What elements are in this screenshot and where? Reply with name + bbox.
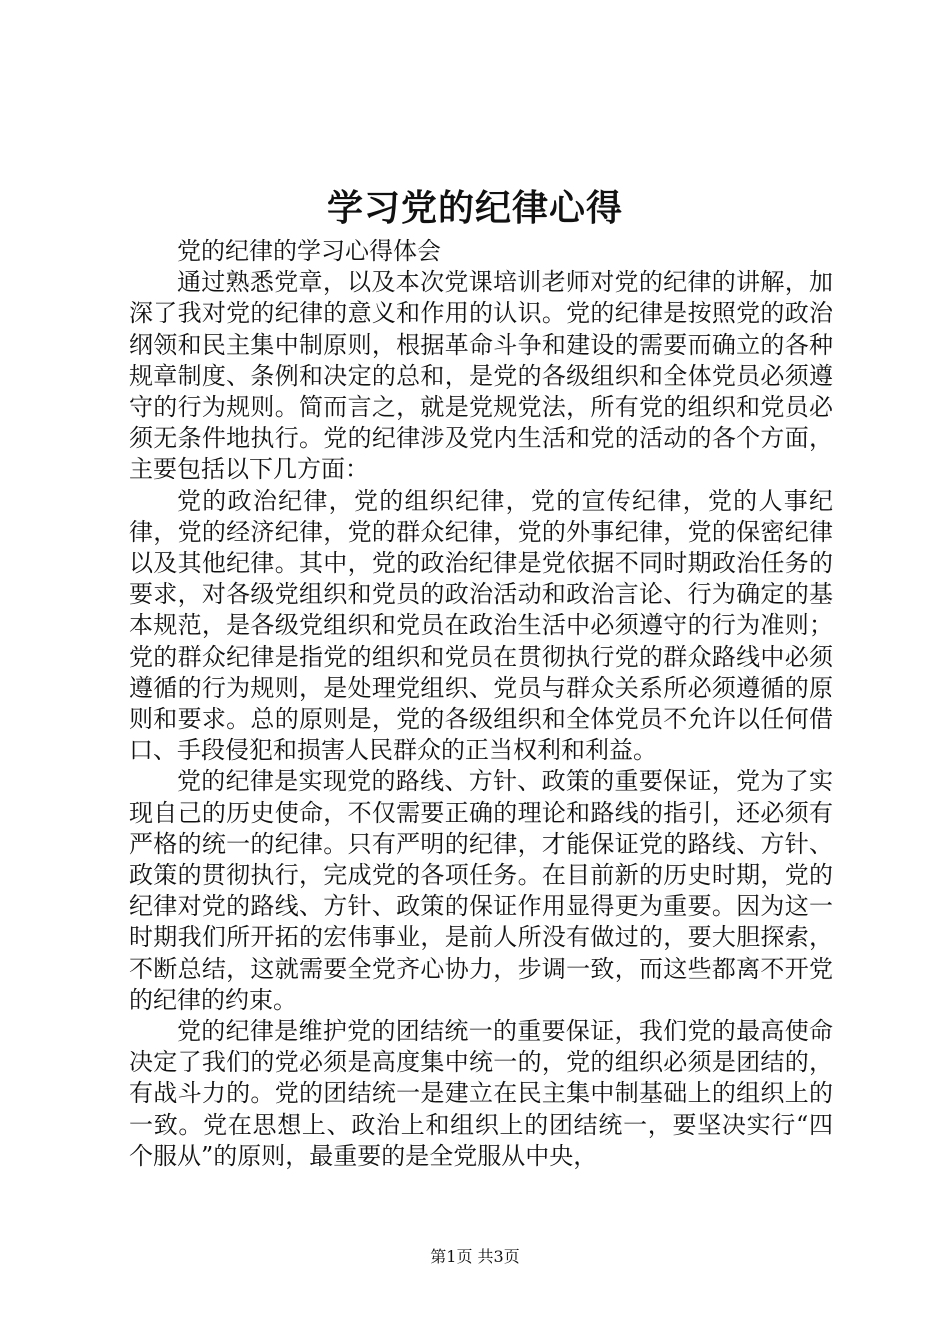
page-footer: 第1页 共3页: [430, 1247, 520, 1266]
document-title: 学习党的纪律心得: [326, 187, 623, 229]
paragraph-4: 党的纪律是维护党的团结统一的重要保证，我们党的最高使命决定了我们的党必须是高度集中统一的，党的组织必须是团结的，有战斗力的。党的团结统一是建立在民主集中制基础上的组织上的一致。党在思想上、政治上和组织上的团结统一，要坚决实行“四个服从”的原则，最重要的是全党服从中央，: [129, 1017, 833, 1170]
document-body: [129, 236, 833, 1172]
paragraph-1: 通过熟悉党章，以及本次党课培训老师对党的纪律的讲解，加深了我对党的纪律的意义和作用的认识。党的纪律是按照党的政治纲领和民主集中制原则，根据革命斗争和建设的需要而确立的各种规章制度、条例和决定的总和，是党的各级组织和全体党员必须遵守的行为规则。简而言之，就是党规党法，所有党的组织和党员必须无条件地执行。党的纪律涉及党内生活和党的活动的各个方面，主要包括以下几方面：: [129, 268, 833, 484]
document-subtitle: 党的纪律的学习心得体会: [177, 237, 441, 265]
paragraph-3: 党的纪律是实现党的路线、方针、政策的重要保证，党为了实现自己的历史使命，不仅需要正确的理论和路线的指引，还必须有严格的统一的纪律。只有严明的纪律，才能保证党的路线、方针、政策的贯彻执行，完成党的各项任务。在目前新的历史时期，党的纪律对党的路线、方针、政策的保证作用显得更为重要。因为这一时期我们所开拓的宏伟事业，是前人所没有做过的，要大胆探索，不断总结，这就需要全党齐心协力，步调一致，而这些都离不开党的纪律的约束。: [129, 767, 833, 1014]
paragraph-2: 党的政治纪律，党的组织纪律，党的宣传纪律，党的人事纪律，党的经济纪律，党的群众纪律，党的外事纪律，党的保密纪律以及其他纪律。其中，党的政治纪律是党依据不同时期政治任务的要求，对各级党组织和党员的政治活动和政治言论、行为确定的基本规范，是各级党组织和党员在政治生活中必须遵守的行为准则；党的群众纪律是指党的组织和党员在贯彻执行党的群众路线中必须遵循的行为规则，是处理党组织、党员与群众关系所必须遵循的原则和要求。总的原则是，党的各级组织和全体党员不允许以任何借口、手段侵犯和损害人民群众的正当权利和利益。: [129, 486, 833, 765]
